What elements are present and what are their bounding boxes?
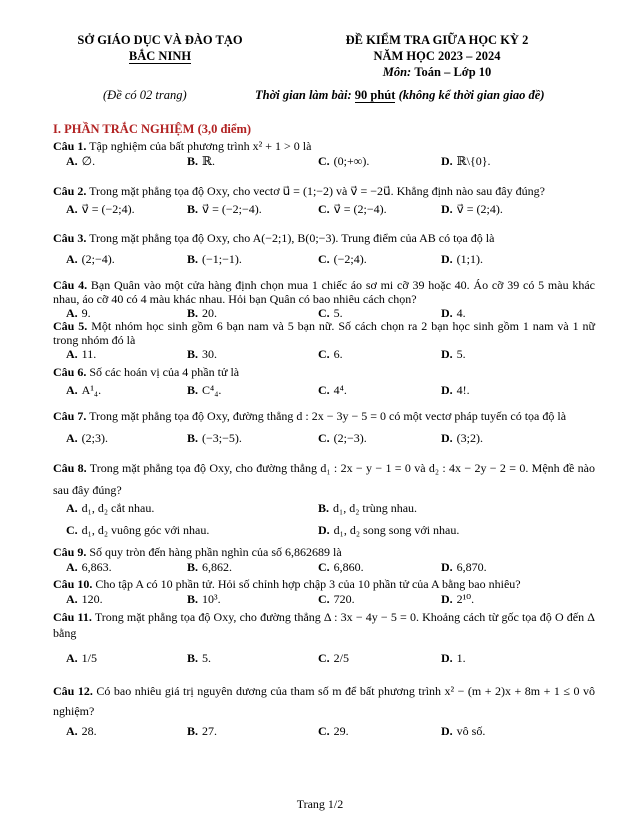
option-d[interactable]: D. (1;1). bbox=[441, 252, 483, 266]
question-4: Câu 4. Bạn Quân vào một cửa hàng định chọn mua 1 chiếc áo sơ mi cỡ 39 hoặc 40. Áo cỡ 39 có 5 màu khác nhau, áo cỡ 40 có 4 màu khác nhau. Hỏi bạn Quân có bao nhiêu cách chọn? A. 9. B. 20. C. 5. D. 4. bbox=[53, 278, 595, 320]
question-text: Số các hoán vị của 4 phần tử là bbox=[89, 365, 240, 379]
option-b[interactable]: B. ℝ. bbox=[187, 154, 215, 168]
question-3: Câu 3. Trong mặt phẳng tọa độ Oxy, cho A(−2;1), B(0;−3). Trung điểm của AB có tọa độ là A. (2;−4). B. (−1;−1). C. (−2;4). D. (1;1). bbox=[53, 228, 595, 274]
question-10: Câu 10. Cho tập A có 10 phần tử. Hỏi số chỉnh hợp chập 3 của 10 phần tử của A bằng bao nhiêu? A. 120. B. 10³. C. 720. D. 2¹⁰. bbox=[53, 577, 595, 609]
question-2: Câu 2. Trong mặt phẳng tọa độ Oxy, cho vectơ u⃗ = (1;−2) và v⃗ = −2u⃗. Khẳng định nào sau đây đúng? A. v⃗ = (−2;4). B. v⃗ = (−2;−4). C. v⃗ = (2;−4). D. v⃗ = (2;4). bbox=[53, 180, 595, 224]
option-c[interactable]: C. (−2;4). bbox=[318, 252, 367, 266]
options-row bbox=[66, 426, 595, 453]
option-a[interactable]: A. ∅. bbox=[66, 154, 96, 168]
options-row bbox=[66, 560, 595, 577]
subject-label: Môn: bbox=[382, 65, 412, 79]
option-d[interactable]: D. 4!. bbox=[441, 383, 470, 397]
option-a[interactable]: A. 120. bbox=[66, 592, 103, 606]
option-c[interactable]: C. 29. bbox=[318, 724, 349, 738]
question-12: Câu 12. Có bao nhiêu giá trị nguyên dương của tham số m để bất phương trình x² − (m + 2)x + 8m + 1 ≤ 0 vô nghiệm? A. 28. B. 27. C. 29. D. vô số. bbox=[53, 681, 595, 743]
question-5: Câu 5. Một nhóm học sinh gồm 6 bạn nam và 5 bạn nữ. Số cách chọn ra 2 bạn học sinh gồm 1 nam và 1 nữ trong nhóm đó là A. 11. B. 30. C. 6. D. 5. bbox=[53, 319, 596, 361]
option-b[interactable]: B. 20. bbox=[187, 306, 218, 320]
option-d[interactable]: D. 5. bbox=[441, 347, 466, 361]
option-a[interactable]: A. d₁, d₂ cắt nhau. bbox=[66, 501, 155, 515]
options-row bbox=[66, 592, 595, 609]
question-text: Cho tập A có 10 phần tử. Hỏi số chỉnh hợp chập 3 của 10 phần tử của A bằng bao nhiêu? bbox=[95, 577, 521, 591]
school-year: NĂM HỌC 2023 – 2024 bbox=[373, 49, 501, 63]
question-text: Có bao nhiêu giá trị nguyên dương của tham số m để bất phương trình x² − (m + 2)x + 8m + 1 ≤ 0 vô nghiệm? bbox=[53, 684, 596, 718]
question-text: Tập nghiệm của bất phương trình x² + 1 > 0 là bbox=[89, 139, 312, 153]
questions-area bbox=[53, 122, 595, 743]
option-c[interactable]: C. 6. bbox=[318, 347, 343, 361]
option-d[interactable]: D. 1. bbox=[441, 651, 466, 665]
option-b[interactable]: B. 27. bbox=[187, 724, 218, 738]
page-number: Trang 1/2 bbox=[296, 797, 344, 811]
option-b[interactable]: B. 30. bbox=[187, 347, 218, 361]
option-c[interactable]: C. v⃗ = (2;−4). bbox=[318, 202, 387, 216]
question-text: Một nhóm học sinh gồm 6 bạn nam và 5 bạn nữ. Số cách chọn ra 2 bạn học sinh gồm 1 nam và 1 nữ trong nhóm đó là bbox=[53, 319, 596, 347]
option-b[interactable]: B. 10³. bbox=[187, 592, 221, 606]
subject-line bbox=[292, 64, 582, 80]
option-a[interactable]: A. A¹₄. bbox=[66, 383, 102, 397]
question-1 bbox=[53, 139, 595, 176]
time-note: (không kể thời gian giao đề) bbox=[398, 88, 545, 102]
option-a[interactable]: A. (2;−4). bbox=[66, 252, 115, 266]
question-text: Trong mặt phẳng tọa độ Oxy, cho vectơ u⃗ = (1;−2) và v⃗ = −2u⃗. Khẳng định nào sau đây đúng? bbox=[89, 184, 545, 198]
options-row bbox=[66, 306, 595, 319]
option-c[interactable]: C. 2/5 bbox=[318, 651, 350, 665]
option-a[interactable]: A. 9. bbox=[66, 306, 91, 320]
question-text: Trong mặt phẳng tọa độ Oxy, cho A(−2;1), B(0;−3). Trung điểm của AB có tọa độ là bbox=[89, 231, 495, 245]
option-b[interactable]: B. 5. bbox=[187, 651, 212, 665]
option-a[interactable]: A. 1/5 bbox=[66, 651, 98, 665]
options-row bbox=[66, 248, 595, 274]
province-name: BẮC NINH bbox=[128, 49, 192, 63]
subject-name: Toán – Lớp 10 bbox=[414, 65, 492, 79]
option-a[interactable]: A. 28. bbox=[66, 724, 97, 738]
question-text: Trong mặt phẳng tọa độ Oxy, cho đường thẳng d₁ : 2x − y − 1 = 0 và d₂ : 4x − 2y − 2 = 0. Mệnh đề nào sau đây đúng? bbox=[53, 461, 595, 497]
question-6: Câu 6. Số các hoán vị của 4 phần tử là A. A¹₄. B. C⁴₄. C. 4⁴. D. 4!. bbox=[53, 365, 595, 402]
question-9: Câu 9. Số quy tròn đến hàng phần nghìn của số 6,862689 là A. 6,863. B. 6,862. C. 6,860. D. 6,870. bbox=[53, 545, 595, 577]
question-text: Trong mặt phẳng tọa độ Oxy, cho đường thẳng Δ : 3x − 4y − 5 = 0. Khoảng cách từ gốc tọa độ O đến Δ bằng bbox=[53, 610, 595, 640]
department-name: SỞ GIÁO DỤC VÀ ĐÀO TẠO bbox=[77, 33, 243, 47]
time-line bbox=[255, 88, 545, 103]
option-d[interactable]: D. v⃗ = (2;4). bbox=[441, 202, 503, 216]
question-8: Câu 8. Trong mặt phẳng tọa độ Oxy, cho đường thẳng d₁ : 2x − y − 1 = 0 và d₂ : 4x − 2y − 2 = 0. Mệnh đề nào sau đây đúng? A. d₁, d₂ cắt nhau. B. d₁, d₂ trùng nhau. C. d₁, d₂ vuông góc với nhau. D. d₁, d₂ song song với nhau. bbox=[53, 457, 595, 545]
option-c[interactable]: C. 4⁴. bbox=[318, 383, 347, 397]
option-a[interactable]: A. v⃗ = (−2;4). bbox=[66, 202, 135, 216]
options-row bbox=[66, 721, 595, 743]
header-right bbox=[292, 32, 582, 80]
option-d[interactable]: D. ℝ\{0}. bbox=[441, 154, 491, 168]
option-c[interactable]: C. (0;+∞). bbox=[318, 154, 370, 168]
option-a[interactable]: A. 11. bbox=[66, 347, 97, 361]
time-value: 90 phút bbox=[354, 88, 396, 102]
option-b[interactable]: B. C⁴₄. bbox=[187, 383, 222, 397]
option-c[interactable]: C. 5. bbox=[318, 306, 343, 320]
option-c[interactable]: C. 720. bbox=[318, 592, 355, 606]
option-d[interactable]: D. d₁, d₂ song song với nhau. bbox=[318, 523, 460, 537]
question-11: Câu 11. Trong mặt phẳng tọa độ Oxy, cho đường thẳng Δ : 3x − 4y − 5 = 0. Khoảng cách từ gốc tọa độ O đến Δ bằng A. 1/5 B. 5. C. 2/5 D. 1. bbox=[53, 609, 595, 681]
options-row bbox=[66, 523, 595, 545]
options-row bbox=[66, 501, 595, 523]
question-text: Bạn Quân vào một cửa hàng định chọn mua 1 chiếc áo sơ mi cỡ 39 hoặc 40. Áo cỡ 39 có 5 màu khác nhau, áo cỡ 40 có 4 màu khác nhau. Hỏi bạn Quân có bao nhiêu cách chọn? bbox=[53, 278, 595, 306]
options-row bbox=[66, 347, 595, 361]
time-label: Thời gian làm bài: bbox=[255, 88, 352, 102]
option-b[interactable]: B. 6,862. bbox=[187, 560, 233, 574]
question-text: Trong mặt phẳng tọa độ Oxy, đường thẳng d : 2x − 3y − 5 = 0 có một vectơ pháp tuyến có tọa độ là bbox=[89, 409, 567, 423]
option-c[interactable]: C. 6,860. bbox=[318, 560, 364, 574]
option-b[interactable]: B. (−1;−1). bbox=[187, 252, 242, 266]
page-count-note: (Đề có 02 trang) bbox=[103, 88, 187, 102]
option-a[interactable]: A. 6,863. bbox=[66, 560, 112, 574]
option-c[interactable]: C. (2;−3). bbox=[318, 431, 367, 445]
question-7: Câu 7. Trong mặt phẳng tọa độ Oxy, đường thẳng d : 2x − 3y − 5 = 0 có một vectơ pháp tuyến có tọa độ là A. (2;3). B. (−3;−5). C. (2;−3). D. (3;2). bbox=[53, 406, 595, 453]
options-row bbox=[66, 641, 595, 681]
options-row bbox=[66, 202, 595, 224]
option-b[interactable]: B. v⃗ = (−2;−4). bbox=[187, 202, 262, 216]
header-left bbox=[55, 32, 265, 64]
options-row bbox=[66, 154, 595, 176]
exam-title: ĐỀ KIỂM TRA GIỮA HỌC KỲ 2 bbox=[345, 33, 529, 47]
option-c[interactable]: C. d₁, d₂ vuông góc với nhau. bbox=[66, 523, 210, 537]
option-d[interactable]: D. vô số. bbox=[441, 724, 486, 738]
question-text: Số quy tròn đến hàng phần nghìn của số 6,862689 là bbox=[89, 545, 342, 559]
option-d[interactable]: D. 2¹⁰. bbox=[441, 592, 475, 606]
section-title: I. PHẦN TRẮC NGHIỆM (3,0 điểm) bbox=[53, 122, 252, 136]
option-d[interactable]: D. 6,870. bbox=[441, 560, 487, 574]
options-row bbox=[66, 380, 595, 402]
option-d[interactable]: D. (3;2). bbox=[441, 431, 483, 445]
option-b[interactable]: B. (−3;−5). bbox=[187, 431, 242, 445]
option-b[interactable]: B. d₁, d₂ trùng nhau. bbox=[318, 501, 418, 515]
option-d[interactable]: D. 4. bbox=[441, 306, 466, 320]
question-label: Câu 1. bbox=[53, 139, 87, 153]
option-a[interactable]: A. (2;3). bbox=[66, 431, 108, 445]
